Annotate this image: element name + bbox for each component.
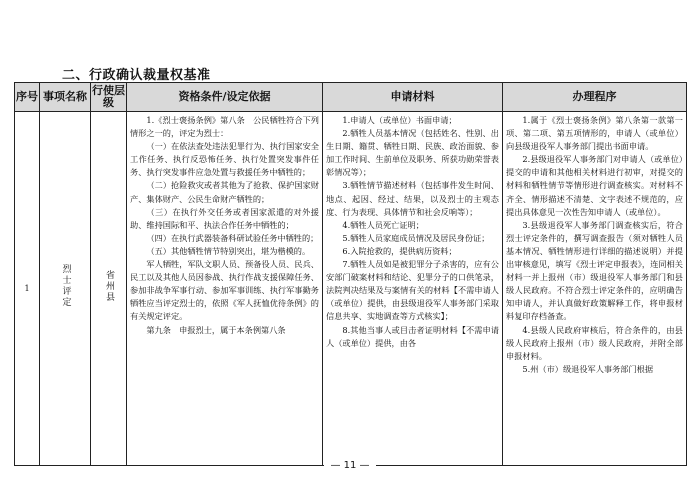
- row-level-text: 省州县: [104, 269, 115, 303]
- basis-paragraph: （一）在依法查处违法犯罪行为、执行国家安全工作任务、执行反恐怖任务、执行处置突发事件任务、执行突发事件应急处置与救援任务中牺牲的；: [130, 141, 319, 178]
- procedure-paragraphs: [506, 114, 683, 463]
- administrative-confirmation-table: [14, 82, 687, 466]
- page-number: [0, 460, 700, 471]
- basis-paragraphs: [130, 114, 319, 463]
- row-materials: [323, 112, 503, 466]
- table-header-row: [15, 83, 687, 112]
- header-basis: 资格条件/设定依据: [127, 83, 323, 112]
- header-materials: 申请材料: [323, 83, 503, 112]
- materials-paragraph: 2.牺牲人员基本情况（包括姓名、性别、出生日期、籍贯、牺牲日期、民族、政治面貌、参加工作时间、生前单位及职务、所获功勋荣誉表彰情况等）；: [326, 128, 499, 178]
- materials-paragraphs: [326, 114, 499, 463]
- procedure-paragraph: 1.属于《烈士褒扬条例》第八条第一款第一项、第二项、第五项情形的，申请人（或单位）向县级退役军人事务部门提出书面申请。: [506, 115, 683, 152]
- header-item-name: 事项名称: [40, 83, 91, 112]
- basis-paragraph: （二）抢险救灾或者其他为了抢救、保护国家财产、集体财产、公民生命财产牺牲的；: [130, 180, 319, 204]
- procedure-paragraph: 2.县级退役军人事务部门对申请人（或单位）提交的申请和其他相关材料进行初审，对提交的材料和牺牲情节等情形进行调查核实。对材料不齐全、情形描述不清楚、文字表述不规范的，应提出具体意见一次性告知申请人（或单位）。: [506, 154, 683, 217]
- basis-paragraph: （三）在执行外交任务或者国家派遣的对外援助、维持国际和平、执法合作任务中牺牲的；: [130, 206, 319, 230]
- row-procedure: [503, 112, 687, 466]
- row-seq: 1: [15, 112, 40, 466]
- materials-paragraph: 5.牺牲人员家庭成员情况及居民身份证；: [342, 232, 490, 243]
- row-level: [91, 112, 127, 466]
- materials-paragraph: 3.牺牲情节描述材料（包括事件发生时间、地点、起因、经过、结果，以及烈士的主观态度、行为表现、具体情节和社会反响等）；: [326, 180, 499, 217]
- section-heading: 二、行政确认裁量权基准: [62, 68, 211, 83]
- procedure-paragraph: 3.县级退役军人事务部门调查核实后，符合烈士评定条件的，撰写调查报告（须对牺牲人员基本情况、牺牲情形进行详细的描述说明）并提出审核意见，填写《烈士评定申报表》，连同相关材料一并上报州（市）级退役军人事务部门和县级人民政府。不符合烈士评定条件的，应明确告知申请人，并认真做好政策解释工作，将申报材料复印存档备查。: [506, 219, 683, 322]
- header-procedure: 办理程序: [503, 83, 687, 112]
- basis-paragraph: 1.《烈士褒扬条例》第八条 公民牺牲符合下列情形之一的，评定为烈士：: [130, 115, 319, 139]
- basis-paragraph: （五）其他牺牲情节特别突出，堪为楷模的。: [146, 245, 311, 256]
- basis-paragraph: 第九条 申报烈士，属于本条例第八条: [146, 324, 286, 335]
- basis-paragraph: （四）在执行武器装备科研试验任务中牺牲的；: [146, 232, 319, 243]
- row-item-name: [40, 112, 91, 466]
- header-level: 行使层级: [91, 83, 127, 112]
- basis-paragraph: 军人牺牲，军队文职人员、预备役人员、民兵、民工以及其他人员因参战、执行作战支援保障任务、参加非战争军事行动、参加军事训练、执行军事勤务牺牲应当评定烈士的，依照《军人抚恤优待条例》的有关规定评定。: [130, 259, 319, 322]
- page-number-text: — 11 —: [324, 460, 375, 471]
- materials-paragraph: 7.牺牲人员如是被犯罪分子杀害的，应有公安部门破案材料和结论、犯罪分子的口供笔录，法院判决结果及与案情有关的材料【不需申请人（或单位）提供，由县级退役军人事务部门采取信息共享、实地调查等方式核实】；: [326, 259, 499, 322]
- materials-paragraph: 1.申请人（或单位）书面申请；: [342, 115, 457, 125]
- header-seq: 序号: [15, 83, 40, 112]
- materials-paragraph: 8.其他当事人或目击者证明材料【不需申请人（或单位）提供，由各: [326, 324, 499, 348]
- table-row: [15, 112, 687, 466]
- procedure-paragraph: 5.州（市）级退役军人事务部门根据: [522, 363, 654, 374]
- row-basis: [127, 112, 323, 466]
- row-item-name-text: 烈士评定: [60, 264, 71, 309]
- materials-paragraph: 6.入院抢救的，提供病历资料；: [342, 245, 457, 256]
- materials-paragraph: 4.牺牲人员死亡证明；: [342, 219, 424, 230]
- procedure-paragraph: 4.县级人民政府审核后，符合条件的，由县级人民政府上报州（市）级人民政府，并附全部申报材料。: [506, 324, 683, 361]
